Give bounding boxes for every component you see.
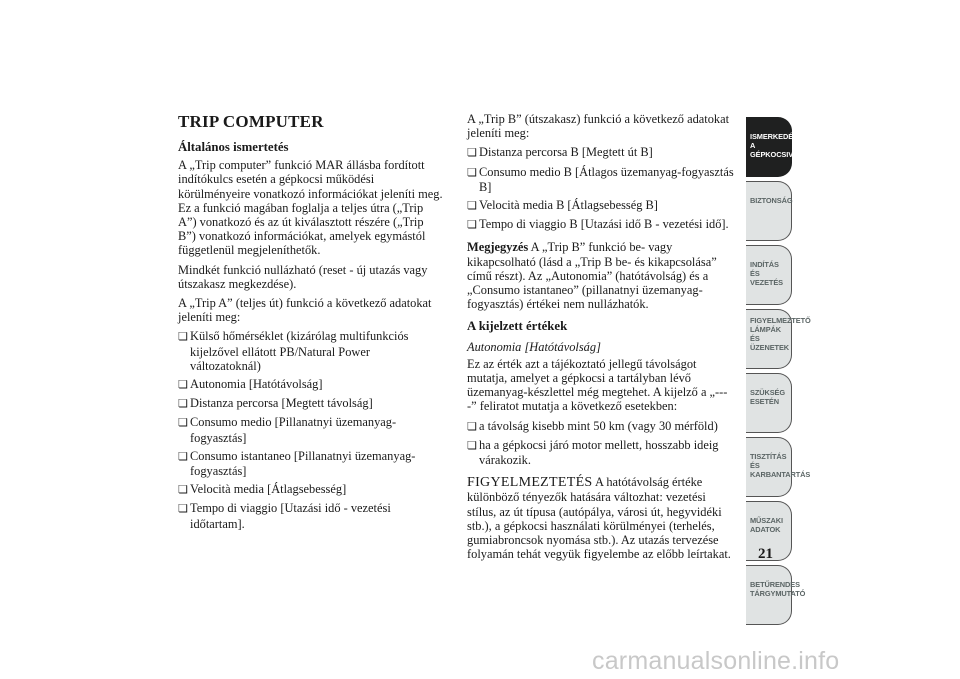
- tab-safety[interactable]: BIZTONSÁG: [746, 181, 792, 241]
- list-item: ❏ Consumo istantaneo [Pillanatnyi üzemanyag-fogyasztás]: [178, 449, 443, 478]
- list-item: ❏ a távolság kisebb mint 50 km (vagy 30 mérföld): [467, 419, 735, 434]
- page-number: 21: [758, 546, 773, 562]
- tab-maintenance[interactable]: TISZTÍTÁS ÉS KARBANTARTÁS: [746, 437, 792, 497]
- warning-label: FIGYELMEZTETÉS: [467, 475, 593, 491]
- tab-warning-lights[interactable]: FIGYELMEZTETŐ LÁMPÁK ÉS ÜZENETEK: [746, 309, 792, 369]
- section-heading: Általános ismertetés: [178, 140, 289, 154]
- list-item: ❏ Tempo di viaggio [Utazási idő - vezetési időtartam].: [178, 501, 443, 530]
- list-item: ❏ Consumo medio B [Átlagos üzemanyag-fogyasztás B]: [467, 165, 735, 194]
- warning-paragraph: [467, 475, 735, 561]
- tab-technical-data[interactable]: MŰSZAKI ADATOK: [746, 501, 792, 561]
- note-label: Megjegyzés: [467, 240, 529, 255]
- note-text: A „Trip B” funkció be- vagy kikapcsolható (lásd a „Trip B be- és kikapcsolása” című részt). Az „Autonomia” (hatótávolság) és a „Consumo istantaneo” (pillanatnyi üzemanyag-fogyasztás) értékei nem nullázhatók.: [467, 240, 717, 312]
- list-item: ❏ Consumo medio [Pillanatnyi üzemanyag-fogyasztás]: [178, 415, 443, 444]
- list-item: ❏ Velocità media B [Átlagsebesség B]: [467, 198, 735, 213]
- paragraph: A „Trip computer” funkció MAR állásba fordított indítókulcs esetén a gépkocsi működési körülményeire vonatkozó információkat jeleníti meg. Ez a funkció magában foglalja a teljes útra („Trip A”) vonatkozó és az út kiválasztott részére („Trip B”) vonatkozó információkat, amelyek egymástól függetlenül megjeleníthetők.: [178, 158, 443, 258]
- list-item: ❏ Distanza percorsa B [Megtett út B]: [467, 145, 735, 160]
- paragraph: A „Trip B” (útszakasz) funkció a következő adatokat jeleníti meg:: [467, 112, 730, 141]
- list-item: ❏ ha a gépkocsi járó motor mellett, hosszabb ideig várakozik.: [467, 438, 735, 467]
- page-title: TRIP COMPUTER: [178, 112, 324, 131]
- list-item: ❏ Tempo di viaggio B [Utazási idő B - vezetési idő].: [467, 217, 735, 232]
- left-column: [178, 112, 443, 535]
- subsection-heading: Autonomia [Hatótávolság]: [467, 339, 601, 354]
- warning-text: A hatótávolság értéke különböző tényezők hatására változhat: vezetési stílus, az út típusa (autópálya, városi út, hegyvidéki stb.), a gépkocsi használati körülményei (terhelés, gumiabroncsok nyomása stb.). Az utazás tervezése folyamán tehát vegyük figyelembe az előbb leírtakat.: [467, 475, 731, 562]
- section-heading: A kijelzett értékek: [467, 319, 568, 334]
- list-item: ❏ Velocità media [Átlagsebesség]: [178, 482, 443, 497]
- watermark: carmanualsonline.info: [592, 647, 840, 675]
- paragraph: Ez az érték azt a tájékoztató jellegű távolságot mutatja, amelyet a gépkocsi a tartályban lévő üzemanyag-készlettel még megtehet. A kijelző a „----” feliratot mutatja a következő esetekben:: [467, 356, 728, 414]
- right-column: [467, 112, 735, 566]
- note-paragraph: [467, 240, 735, 311]
- paragraph: Mindkét funkció nullázható (reset - új utazás vagy útszakasz megkezdése).: [178, 262, 428, 291]
- tab-getting-to-know[interactable]: ISMERKEDÉS A GÉPKOCSIVAL: [746, 117, 792, 177]
- list-item: ❏ Autonomia [Hatótávolság]: [178, 377, 443, 392]
- tab-emergency[interactable]: SZÜKSÉG ESETÉN: [746, 373, 792, 433]
- list-item: ❏ Külső hőmérséklet (kizárólag multifunkciós kijelzővel ellátott PB/Natural Power változatoknál): [178, 329, 443, 373]
- tab-starting-driving[interactable]: INDÍTÁS ÉS VEZETÉS: [746, 245, 792, 305]
- paragraph: A „Trip A” (teljes út) funkció a következő adatokat jeleníti meg:: [178, 296, 432, 325]
- list-item: ❏ Distanza percorsa [Megtett távolság]: [178, 396, 443, 411]
- tab-index[interactable]: BETŰRENDES TÁRGYMUTATÓ: [746, 565, 792, 625]
